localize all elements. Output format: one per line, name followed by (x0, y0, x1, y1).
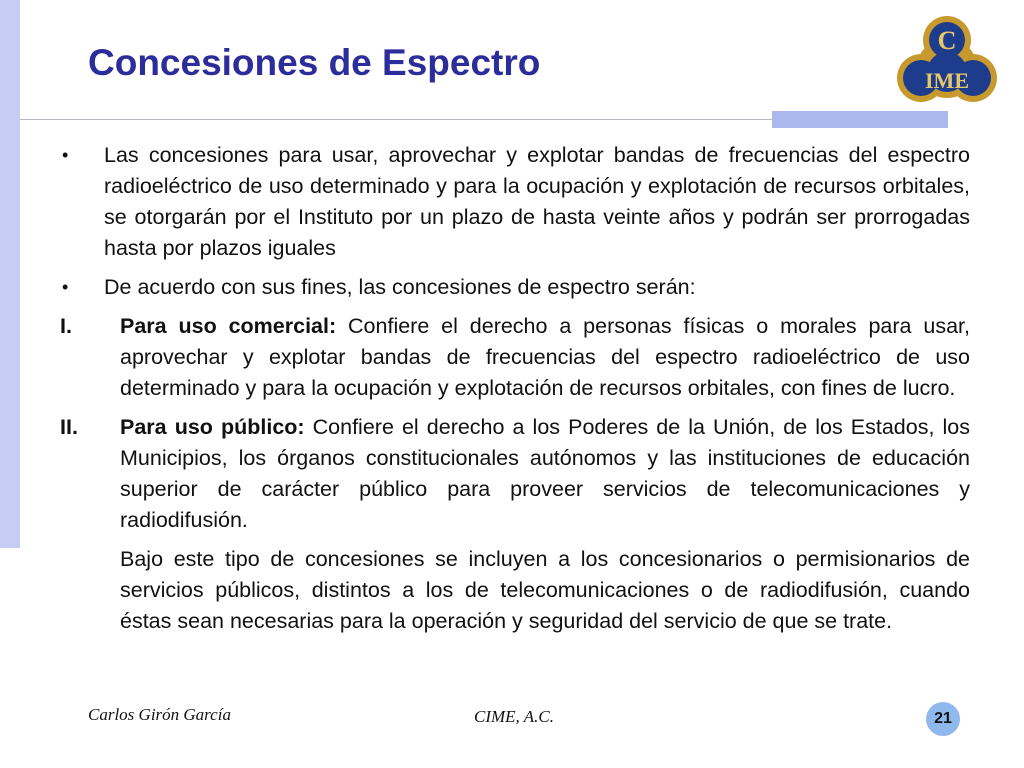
svg-text:IME: IME (925, 68, 969, 93)
footer-organization: CIME, A.C. (474, 707, 554, 726)
roman-numeral: I. (60, 314, 72, 338)
slide-body (60, 140, 970, 637)
bullet-item (60, 272, 970, 303)
numbered-body: Confiere el derecho a los Poderes de la Unión, de los Estados, los Municipios, los órganos constitucionales autónomos y las instituciones de educación superior de carácter público para proveer servicios de telecomunicaciones y radiodifusión. (120, 415, 970, 532)
numbered-body: Confiere el derecho a personas físicas o morales para usar, aprovechar y explotar bandas de frecuencias del espectro radioeléctrico de uso determinado y para la ocupación y explotación de recursos orbitales, con fines de lucro. (120, 314, 970, 400)
footer-author: Carlos Girón García (88, 705, 231, 724)
title-divider (20, 119, 772, 120)
cime-logo-icon (893, 12, 1001, 112)
bullet-marker: • (62, 145, 69, 165)
bullet-item (60, 140, 970, 264)
numbered-lead: Para uso comercial: (120, 314, 337, 338)
bullet-text: Las concesiones para usar, aprovechar y explotar bandas de frecuencias del espectro radioeléctrico de uso determinado y para la ocupación y explotación de recursos orbitales, se otorgarán por el Instituto por un plazo de hasta veinte años y podrán ser prorrogadas hasta por plazos iguales (104, 143, 970, 260)
numbered-item-commercial (60, 311, 970, 404)
slide-title: Concesiones de Espectro (88, 42, 541, 83)
left-decorative-bar (0, 0, 20, 548)
bullet-marker: • (62, 277, 69, 297)
public-use-note: Bajo este tipo de concesiones se incluyen a los concesionarios o permisionarios de servicios públicos, distintos a los de telecomunicaciones o de radiodifusión, cuando éstas sean necesarias para la operación y seguridad del servicio de que se trate. (120, 547, 970, 633)
numbered-lead: Para uso público: (120, 415, 305, 439)
numbered-text (120, 412, 970, 536)
numbered-text (120, 311, 970, 404)
page-number-badge: 21 (926, 702, 960, 736)
svg-text:C: C (937, 26, 957, 55)
numbered-item-public (60, 412, 970, 536)
roman-numeral: II. (60, 415, 78, 439)
bullet-text: De acuerdo con sus fines, las concesiones de espectro serán: (104, 275, 696, 299)
accent-bar (772, 111, 948, 128)
